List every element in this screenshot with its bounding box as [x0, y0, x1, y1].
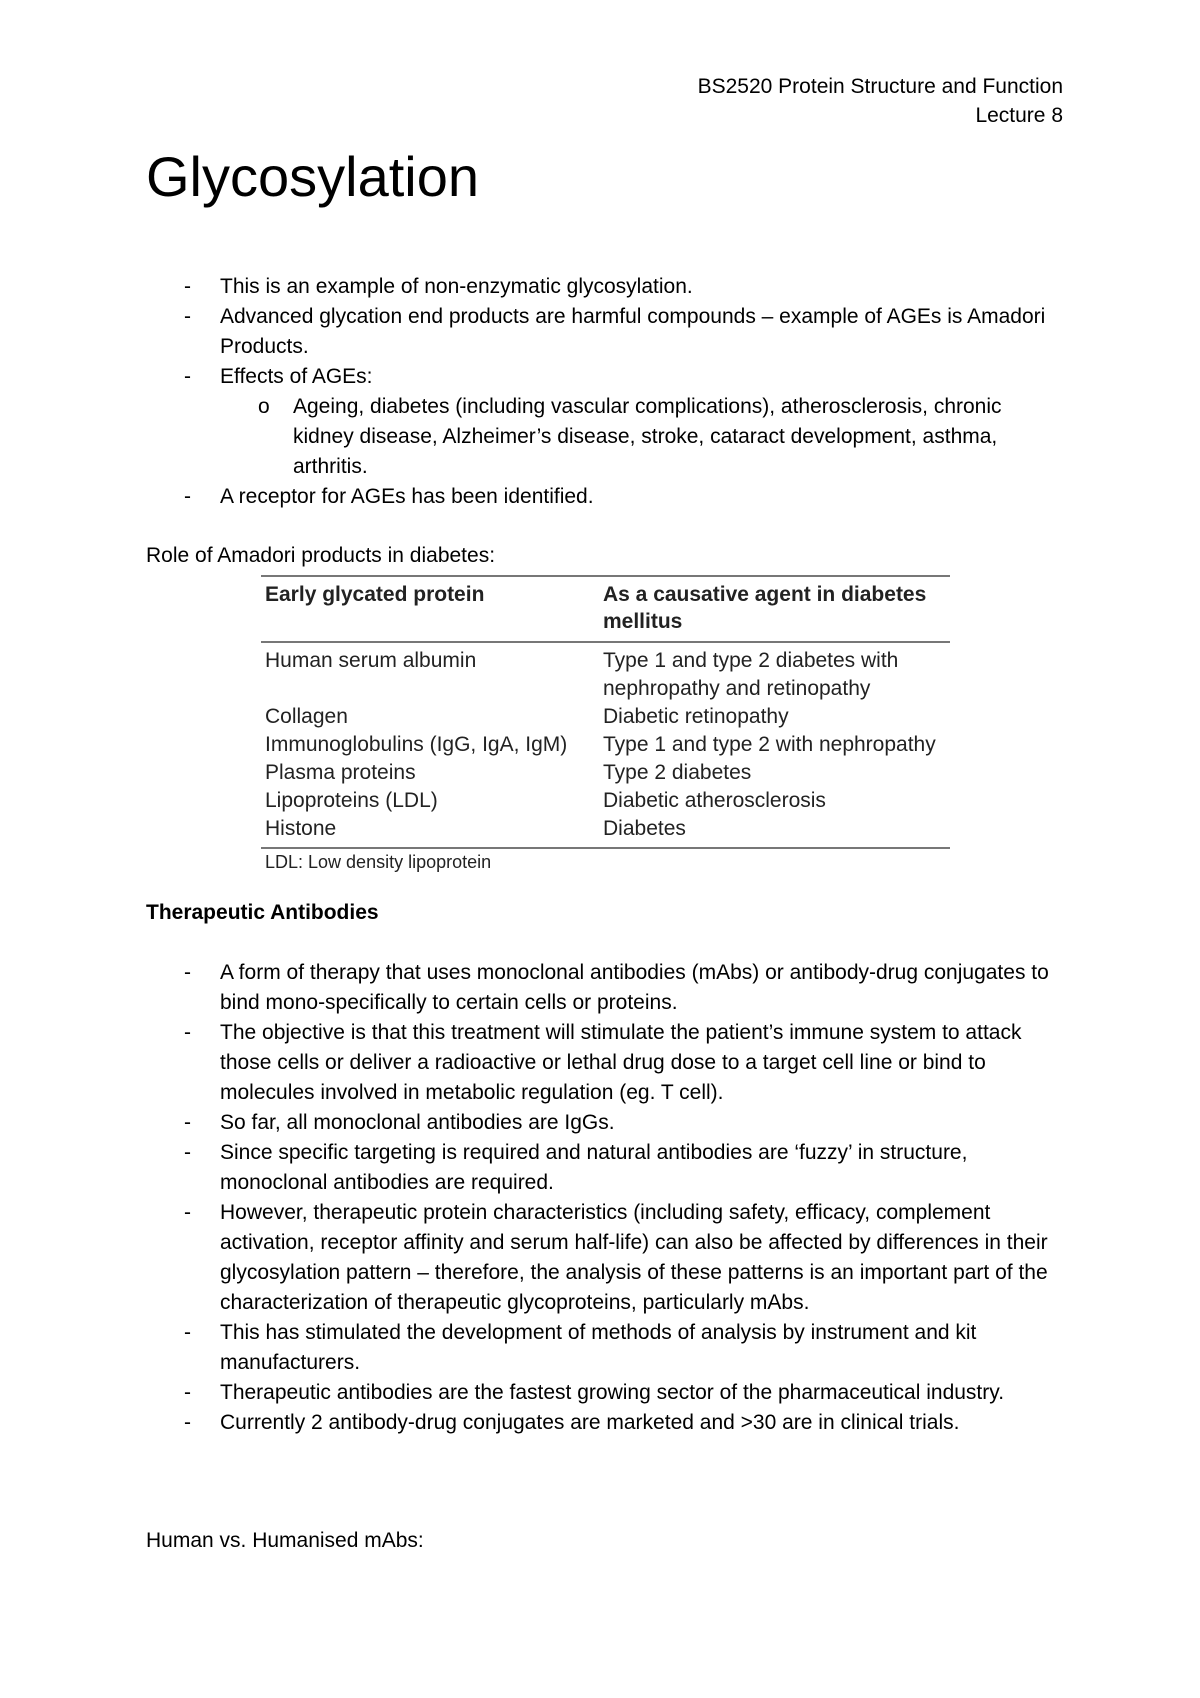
table-row	[261, 815, 950, 848]
dash-marker: -	[184, 1111, 191, 1134]
table-row	[261, 703, 950, 731]
sub-list-item: o Ageing, diabetes (including vascular complications), atherosclerosis, chronic kidney disease, Alzheimer’s disease, stroke, cataract development, asthma, arthritis.	[146, 392, 1066, 482]
amadori-table	[261, 575, 950, 849]
table-cell: Type 2 diabetes	[603, 761, 752, 784]
page-header	[698, 72, 1063, 130]
page-title: Glycosylation	[146, 145, 480, 208]
dash-marker: -	[184, 1321, 191, 1344]
table-cell: Plasma proteins	[265, 761, 416, 784]
table-row	[261, 787, 950, 815]
therapeutic-list	[146, 958, 1066, 1438]
dash-marker: -	[184, 1381, 191, 1404]
dash-marker: -	[184, 1201, 191, 1224]
intro-list	[146, 272, 1066, 512]
list-item: - Effects of AGEs:	[146, 362, 1066, 392]
lecture-number: Lecture 8	[975, 104, 1063, 127]
table-cell: Histone	[265, 817, 337, 840]
table-cell: Lipoproteins (LDL)	[265, 789, 438, 812]
table-cell: Diabetic atherosclerosis	[603, 789, 826, 812]
list-item: - A form of therapy that uses monoclonal antibodies (mAbs) or antibody-drug conjugates to bind mono-specifically to certain cells or proteins.	[146, 958, 1066, 1018]
dash-marker: -	[184, 275, 191, 298]
table-cell: Human serum albumin	[265, 649, 477, 672]
circle-bullet-icon: o	[258, 395, 270, 418]
list-item: - A receptor for AGEs has been identified.	[146, 482, 1066, 512]
table-cell: Type 1 and type 2 with nephropathy	[603, 733, 936, 756]
list-item: - However, therapeutic protein characteristics (including safety, efficacy, complement activation, receptor affinity and serum half-life) can also be affected by differences in their glycosylation pattern – therefore, the analysis of these patterns is an important part of the characterization of therapeutic glycoproteins, particularly mAbs.	[146, 1198, 1066, 1318]
table-row	[261, 731, 950, 759]
human-vs-humanised-heading: Human vs. Humanised mAbs:	[146, 1529, 424, 1552]
table-cell: Type 1 and type 2 diabetes with nephropathy and retinopathy	[603, 649, 899, 700]
list-item: - Therapeutic antibodies are the fastest growing sector of the pharmaceutical industry.	[146, 1378, 1066, 1408]
dash-marker: -	[184, 305, 191, 328]
list-item: - So far, all monoclonal antibodies are IgGs.	[146, 1108, 1066, 1138]
therapeutic-heading: Therapeutic Antibodies	[146, 901, 379, 924]
table-footnote: LDL: Low density lipoprotein	[265, 852, 492, 872]
list-item: - This is an example of non-enzymatic glycosylation.	[146, 272, 1066, 302]
list-item: - Advanced glycation end products are harmful compounds – example of AGEs is Amadori Products.	[146, 302, 1066, 362]
table-cell: Collagen	[265, 705, 348, 728]
table-row	[261, 642, 950, 703]
role-heading: Role of Amadori products in diabetes:	[146, 544, 496, 567]
table-cell: Immunoglobulins (IgG, IgA, IgM)	[265, 733, 568, 756]
table-row	[261, 759, 950, 787]
list-item: - The objective is that this treatment will stimulate the patient’s immune system to attack those cells or deliver a radioactive or lethal drug dose to a target cell line or bind to molecules involved in metabolic regulation (eg. T cell).	[146, 1018, 1066, 1108]
dash-marker: -	[184, 365, 191, 388]
table-header-row	[261, 576, 950, 642]
course-title: BS2520 Protein Structure and Function	[697, 75, 1063, 98]
list-item: - Since specific targeting is required and natural antibodies are ‘fuzzy’ in structure, monoclonal antibodies are required.	[146, 1138, 1066, 1198]
list-item: - Currently 2 antibody-drug conjugates are marketed and >30 are in clinical trials.	[146, 1408, 1066, 1438]
table-cell: Diabetic retinopathy	[603, 705, 789, 728]
dash-marker: -	[184, 1411, 191, 1434]
dash-marker: -	[184, 961, 191, 984]
column-header: Early glycated protein	[265, 583, 485, 606]
table-cell: Diabetes	[603, 817, 686, 840]
dash-marker: -	[184, 1021, 191, 1044]
column-header: As a causative agent in diabetes mellitus	[603, 583, 927, 633]
dash-marker: -	[184, 1141, 191, 1164]
amadori-table-figure	[261, 575, 951, 875]
list-item: - This has stimulated the development of methods of analysis by instrument and kit manufacturers.	[146, 1318, 1066, 1378]
dash-marker: -	[184, 485, 191, 508]
